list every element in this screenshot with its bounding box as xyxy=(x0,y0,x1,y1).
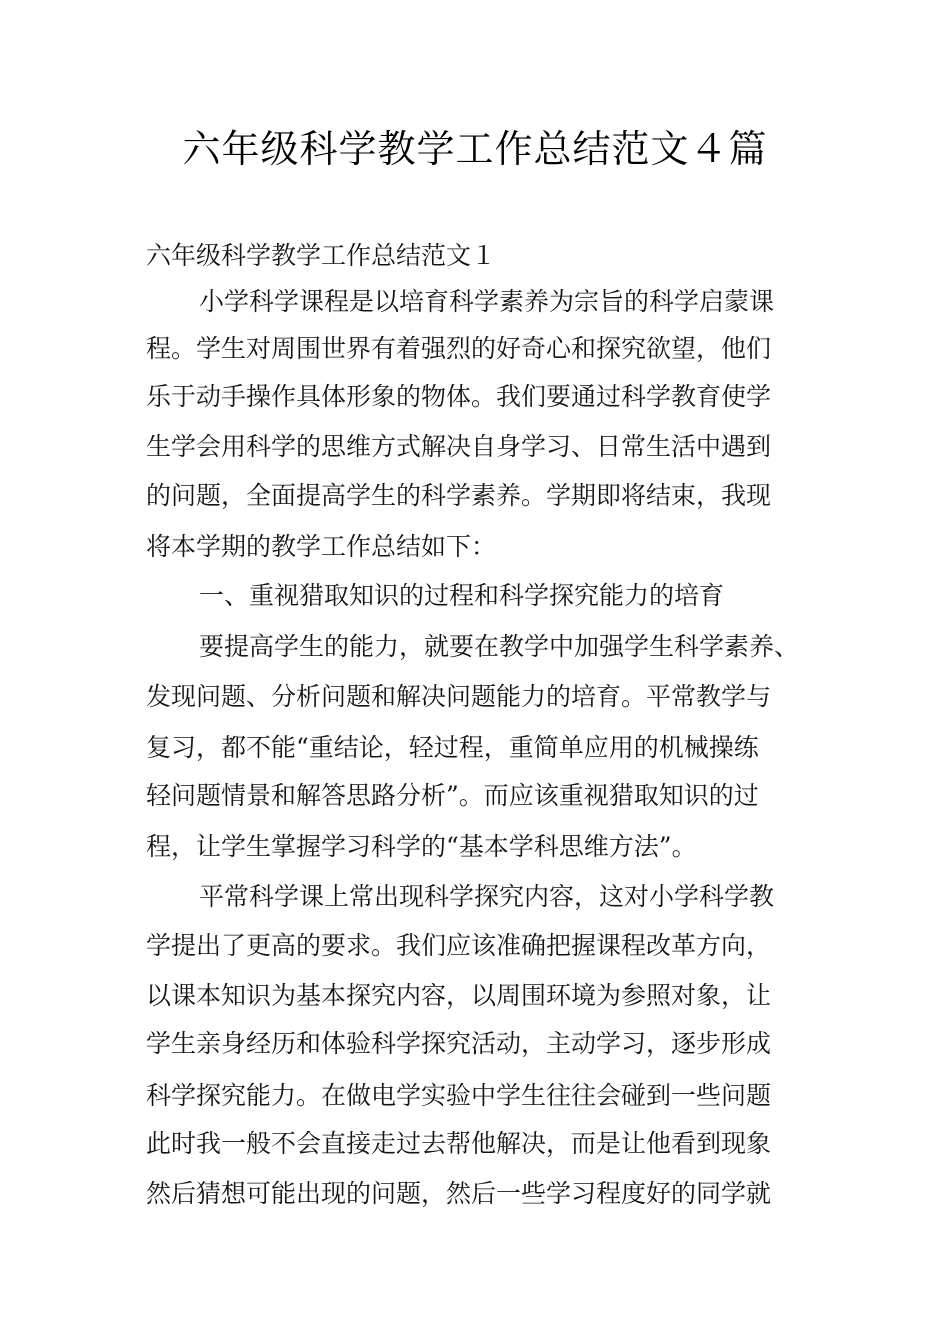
paragraph-line: 此时我一般不会直接走过去帮他解决，而是让他看到现象 xyxy=(146,1129,772,1158)
paragraph-line: 将本学期的教学工作总结如下： xyxy=(146,532,497,561)
paragraph-line: 生学会用科学的思维方式解决自身学习、日常生活中遇到 xyxy=(146,432,772,461)
document-title: 六年级科学教学工作总结范文４篇 xyxy=(182,127,768,171)
subheading-line: 一、重视猎取知识的过程和科学探究能力的培育 xyxy=(199,581,725,610)
paragraph-line: 学提出了更高的要求。我们应该准确把握课程改革方向， xyxy=(146,931,772,960)
paragraph-line: 学生亲身经历和体验科学探究活动，主动学习，逐步形成 xyxy=(146,1029,772,1058)
paragraph-line: 平常科学课上常出现科学探究内容，这对小学科学教 xyxy=(199,882,775,911)
section-heading-1: 六年级科学教学工作总结范文１ xyxy=(146,241,497,270)
paragraph-line: 科学探究能力。在做电学实验中学生往往会碰到一些问题 xyxy=(146,1081,772,1110)
paragraph-line: 小学科学课程是以培育科学素养为宗旨的科学启蒙课 xyxy=(199,287,775,316)
paragraph-line: 要提高学生的能力，就要在教学中加强学生科学素养、 xyxy=(199,632,800,661)
paragraph-line: 乐于动手操作具体形象的物体。我们要通过科学教育使学 xyxy=(146,382,772,411)
paragraph-line: 复习，都不能“重结论，轻过程，重简单应用的机械操练 xyxy=(146,733,759,762)
paragraph-line: 以课本知识为基本探究内容，以周围环境为参照对象，让 xyxy=(146,981,772,1010)
paragraph-line: 然后猜想可能出现的问题，然后一些学习程度好的同学就 xyxy=(146,1179,772,1208)
paragraph-line: 程。学生对周围世界有着强烈的好奇心和探究欲望，他们 xyxy=(146,334,772,363)
paragraph-line: 轻问题情景和解答思路分析”。而应该重视猎取知识的过 xyxy=(146,781,759,810)
paragraph-line: 程，让学生掌握学习科学的“基本学科思维方法”。 xyxy=(146,832,697,861)
paragraph-line: 发现问题、分析问题和解决问题能力的培育。平常教学与 xyxy=(146,682,772,711)
paragraph-line: 的问题，全面提高学生的科学素养。学期即将结束，我现 xyxy=(146,481,772,510)
